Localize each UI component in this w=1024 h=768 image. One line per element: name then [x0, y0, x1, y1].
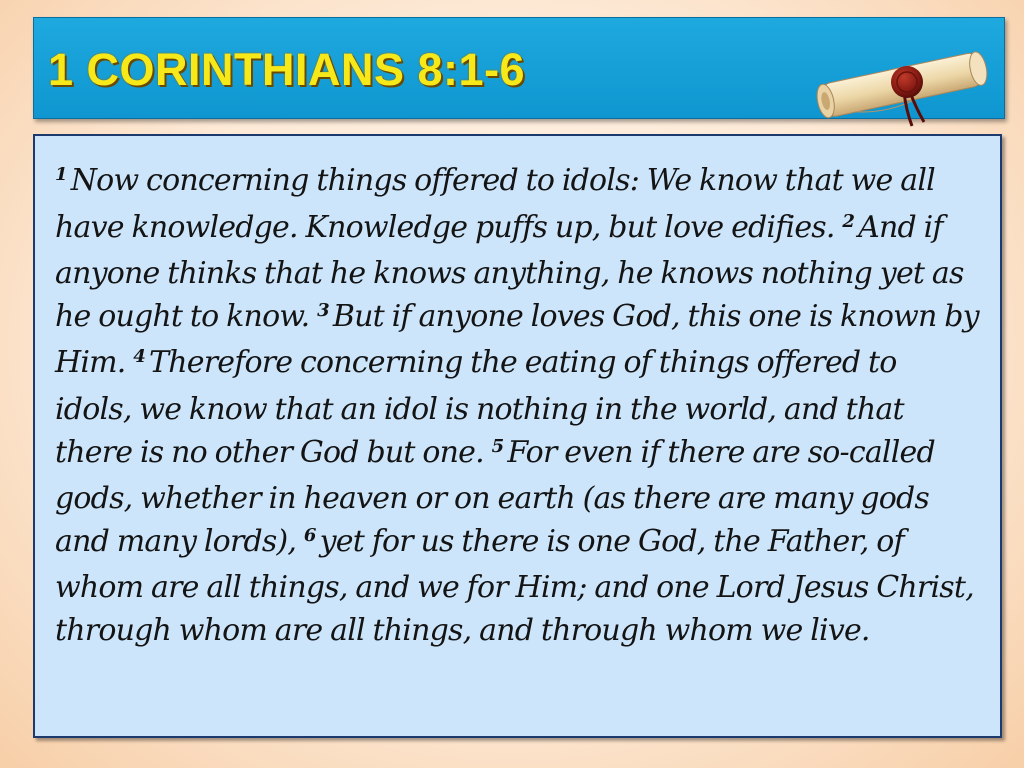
- verse-number: 1: [55, 164, 67, 185]
- passage-box: [33, 134, 1002, 738]
- verse-number: 5: [491, 435, 504, 457]
- title-bar: [33, 17, 1005, 119]
- verse-text: But if anyone loves God, this one is known by Him.: [55, 298, 979, 381]
- verse-text: And if anyone thinks that he knows anything, he knows nothing yet as he ought to know.: [55, 209, 964, 334]
- verse-text: yet for us there is one God, the Father, of whom are all things, and we for Him; and one Lord Jesus Christ, through whom are all things, and through whom we live.: [55, 523, 974, 648]
- passage-text: [55, 160, 980, 653]
- slide-title: 1 CORINTHIANS 8:1-6: [48, 44, 526, 95]
- scroll-with-wax-seal-icon: [812, 30, 990, 130]
- verse-number: 2: [842, 210, 855, 232]
- verse-text: Now concerning things offered to idols: We know that we all have knowledge. Knowledge puffs up, but love edifies.: [55, 163, 935, 245]
- verse-text: Therefore concerning the eating of things offered to idols, we know that an idol is nothing in the world, and that there is no other God but one.: [55, 345, 904, 470]
- verse-number: 3: [317, 299, 329, 321]
- verse-number: 6: [303, 524, 316, 546]
- verse-text: For even if there are so-called gods, whether in heaven or on earth (as there are many gods and many lords),: [55, 434, 935, 559]
- verse-number: 4: [133, 346, 146, 368]
